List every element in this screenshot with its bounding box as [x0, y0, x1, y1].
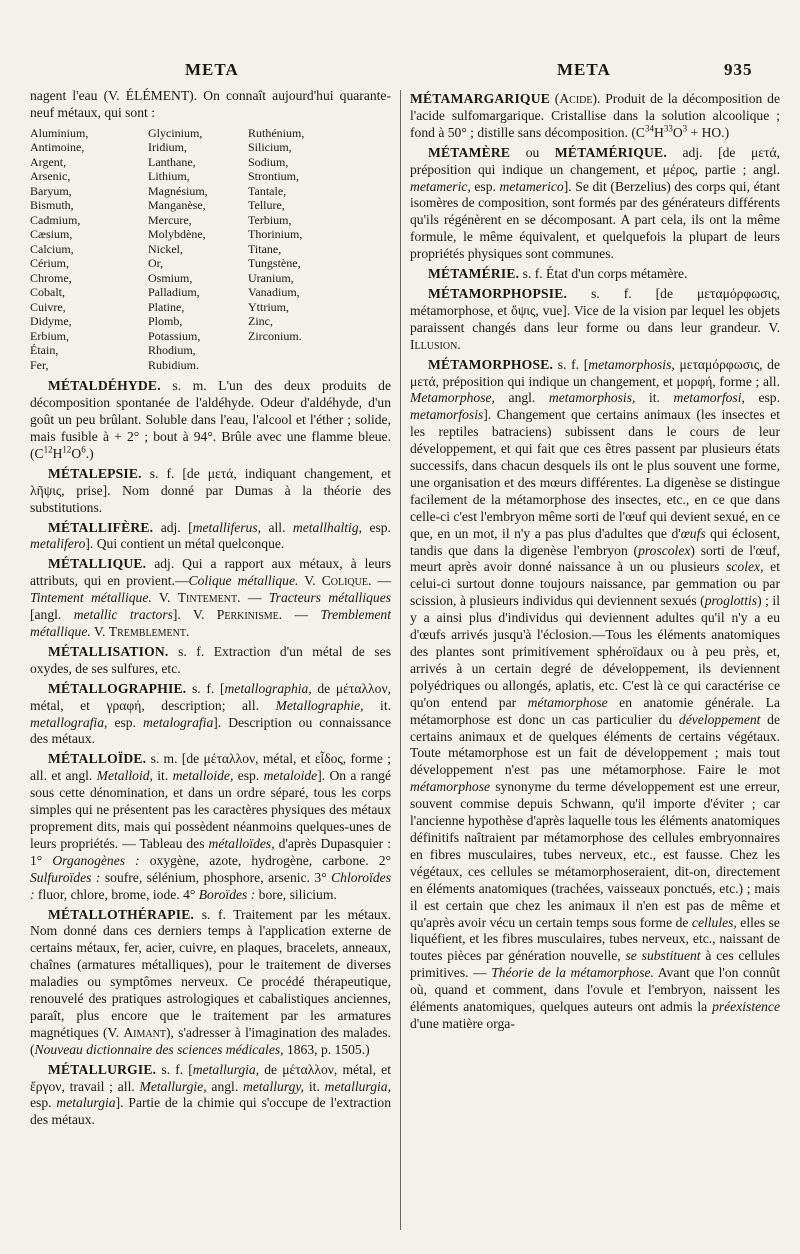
entry-metaldehyde: MÉTALDÉHYDE. s. m. L'un des deux produits de décomposition spontanée de l'aldéhyde. Odeur d'aldéhyde, d'un goût un peu brûlant. Soluble dans l'eau, l'alcool et l'éther ; solide, mais fusible à + 2° ; bout à 94°. Brûle avec une flamme bleue. $(C^{12}H^{12}O^6.)$ [30, 378, 391, 461]
metal-name: Platine, [148, 299, 185, 314]
headword: MÉTALLIFÈRE. [48, 519, 154, 535]
running-head [0, 58, 800, 82]
headword: MÉTAMÈRE [428, 144, 511, 160]
metal-name: Terbium, [248, 212, 292, 227]
metal-name: Titane, [248, 241, 282, 256]
headword: MÉTAMORPHOPSIE. [428, 285, 568, 301]
metal-name: Vanadium, [248, 285, 300, 300]
headword: MÉTALEPSIE. [48, 465, 142, 481]
metal-name: Bismuth, [30, 198, 74, 213]
metal-name: Yttrium, [248, 299, 289, 314]
metal-name: Iridium, [148, 140, 187, 155]
headword: MÉTALLOGRAPHIE. [48, 680, 187, 696]
headword: MÉTAMARGARIQUE [410, 91, 550, 106]
metal-name: Strontium, [248, 169, 300, 184]
page-number: 935 [724, 60, 753, 79]
metal-name: Glycinium, [148, 125, 203, 140]
right-column-title: META [557, 60, 611, 79]
metal-name: Calcium, [30, 241, 74, 256]
metal-name: Thorinium, [248, 227, 303, 242]
metal-name: Plomb, [148, 314, 183, 329]
headword: MÉTALLURGIE. [48, 1061, 157, 1077]
right-column [410, 88, 780, 1248]
entry-metalepsie: MÉTALEPSIE. s. f. [de μετά, indiquant changement, et λῆψις, prise]. Nom donné par Dumas à la théorie des substitutions. [30, 465, 391, 515]
intro-paragraph: nagent l'eau (V. ÉLÉMENT). On connaît aujourd'hui quarante-neuf métaux, qui sont : [30, 88, 391, 120]
metal-name: Silicium, [248, 140, 292, 155]
entry-metallifere: MÉTALLIFÈRE. adj. [metalliferus, all. metallhaltig, esp. metalifero]. Qui contient un métal quelconque. [30, 519, 391, 552]
metal-name: Fer, [30, 357, 49, 372]
metal-name: Zirconium. [248, 328, 302, 343]
entry-metamargarique: MÉTAMARGARIQUE (Acide). Produit de la décomposition de l'acide sulfomargarique. Cristallise dans la solution alcoolique ; fond à 50° ; distille sans décomposition. $(C^{34}H^{33}O^3 + HO.)$ [410, 91, 780, 140]
entry-metamerie: MÉTAMÉRIE. s. f. État d'un corps métamère. [428, 266, 688, 282]
metal-name: Cadmium, [30, 212, 81, 227]
metal-name: Argent, [30, 154, 67, 169]
entry-metamere: MÉTAMÈRE ou MÉTAMÉRIQUE. adj. [de μετά, préposition qui indique un changement, et μέρος, partie ; angl. metameric, esp. metamerico]. Se dit (Berzelius) des corps qui, étant isomères de composition, sont formés par des générateurs différents qu'ils régénèrent en se décomposant. A part cela, ils ont la même formule, le même équivalent, et quelquefois la plupart de leurs propriétés physiques sont communes. [410, 144, 780, 262]
metal-name: Cæsium, [30, 227, 73, 242]
metal-name: Cuivre, [30, 299, 66, 314]
entry-metamorphose: MÉTAMORPHOSE. s. f. [metamorphosis, μεταμόρφωσις, de μετά, préposition qui indique un changement, et μορφή, forme ; all. Metamorphose, angl. metamorphosis, it. metamorfosi, esp. metamorfosis]. Changement que certains animaux (les insectes et les reptiles batraciens) subissent dans le cours de leur développement, et qui fait que ces êtres passent par plusieurs états successifs, dans chacun desquels ils ont le plus souvent une forme, une organisation et des mœurs différentes. La digenèse se distingue facilement de la métamorphose des insectes, etc., en ce que dans celle-ci c'est l'embryon même sorti de l'œuf qui devient sexué, en ce que, en un mot, il n'y a pas plus d'adultes que d'œufs qui éclosent, tandis que dans la digenèse l'embryon (proscolex) sorti de l'œuf, meurt après avoir donné naissance à un ou plusieurs scolex, et celui-ci surtout donne toujours naissance, par gemmation ou par scission, à plusieurs individus qui deviennent sexués (proglottis) ; il y a ainsi plus d'individus qui deviennent adultes qu'il n'y a eu d'œufs arrivés jusqu'à l'éclosion.—Tous les éléments anatomiques des plantes sont primitivement sphéroïdaux ou à peu près, et, arrivés à un certain degré de développement, ils deviennent polyédriques ou allongés, aplatis, etc. C'est là ce qui caractérise ce qu'on entend par métamorphose en anatomie générale. La métamorphose est donc un cas particulier du développement de certains animaux et de quelques éléments de certains végétaux. Toute métamorphose est un fait de développement ; mais tout développement n'est pas une métamorphose. Faire le mot métamorphose synonyme du terme développement est une erreur, souvent commise depuis Schwann, qu'il importe d'éviter ; car l'ancienne hypothèse d'après laquelle tous les éléments anatomiques définitifs naîtraient par métamorphose des cellules embryonnaires en fibres musculaires, tubes nerveux, etc., est fausse. Chez les végétaux, ces cellules se métamorphoseraient, dit-on, directement en éléments anatomiques (trachées, vaisseaux ponctués, etc.) ; mais il est certain que chez les animaux il n'en est pas de même et qu'après avoir vécu un certain temps sous forme de cellules, elles se liquéfient, et les fibres musculaires, tubes nerveux, etc., naissant de toutes pièces par génération nouvelle, se substituent à ces cellules primitives. — Théorie de la métamorphose. Avant que l'on connût où, quand et comment, dans l'ovule et l'embryon, naissent les éléments anatomiques, quelques auteurs ont admis la préexistence d'une matière orga- [410, 356, 780, 1031]
metal-name: Mercure, [148, 212, 192, 227]
metals-column-3 [248, 126, 358, 373]
metal-name: Aluminium, [30, 125, 89, 140]
metals-column-1 [30, 126, 148, 373]
headword: MÉTALLOTHÉRAPIE. [48, 906, 195, 922]
metal-name: Sodium, [248, 154, 289, 169]
metal-name: Didyme, [30, 314, 72, 329]
metal-name: Rhodium, [148, 343, 196, 358]
column-divider [400, 90, 401, 1230]
headword: MÉTAMORPHOSE. [428, 356, 554, 372]
metal-name: Uranium, [248, 270, 294, 285]
metal-name: Zinc, [248, 314, 273, 329]
metal-name: Chrome, [30, 270, 72, 285]
entry-metallurgie: MÉTALLURGIE. s. f. [metallurgia, de μέταλλον, métal, et ἔργον, travail ; all. Metallurgie, angl. metallurgy, it. metallurgia, esp. metalurgia]. Partie de la chimie qui s'occupe de l'extraction des métaux. [30, 1061, 391, 1128]
metal-name: Rubidium. [148, 357, 200, 372]
metal-name: Baryum, [30, 183, 72, 198]
entry-metallisation: MÉTALLISATION. s. f. Extraction d'un métal de ses oxydes, de ses sulfures, etc. [30, 643, 391, 676]
metal-name: Lanthane, [148, 154, 196, 169]
metal-name: Tantale, [248, 183, 287, 198]
headword: MÉTALLISATION. [48, 643, 169, 659]
metal-name: Molybdène, [148, 227, 206, 242]
entry-metalloide: MÉTALLOÏDE. s. m. [de μέταλλον, métal, et εἶδος, forme ; all. et angl. Metalloid, it. metalloide, esp. metaloide]. On a rangé sous cette dénomination, et dans un ordre séparé, tous les corps simples qui ne présentent pas les caractères physiques des métaux proprement dits, mais qui possèdent néanmoins quelques-unes de leurs propriétés. — Tableau des métalloïdes, d'après Dupasquier : 1° Organogènes : oxygène, azote, hydrogène, carbone. 2° Sulfuroïdes : soufre, sélénium, phosphore, arsenic. 3° Chloroïdes : fluor, chlore, brome, iode. 4° Boroïdes : bore, silicium. [30, 751, 391, 902]
headword: MÉTALLIQUE. [48, 556, 147, 572]
metal-name: Nickel, [148, 241, 183, 256]
entry-metallotherapie: MÉTALLOTHÉRAPIE. s. f. Traitement par les métaux. Nom donné dans ces derniers temps à l'application externe de certains métaux, fer, acier, cuivre, en plaques, bracelets, anneaux, chaînes (armatures métalliques), pour le traitement de diverses maladies ou symptômes nerveux. Ce procédé thérapeutique, renouvelé des pratiques astrologiques et cabalistiques anciennes, paraît, plus encore que le traitement par les armatures magnétiques (V. Aimant), s'adresser à l'imagination des malades. (Nouveau dictionnaire des sciences médicales, 1863, p. 1505.) [30, 906, 391, 1057]
metal-name: Arsenic, [30, 169, 71, 184]
metal-name: Palladium, [148, 285, 200, 300]
headword-alt: MÉTAMÉRIQUE. [554, 144, 667, 160]
metal-name: Tellure, [248, 198, 285, 213]
headword: MÉTAMÉRIE. [428, 266, 520, 282]
headword: MÉTALDÉHYDE. [48, 378, 161, 394]
left-column-title: META [185, 60, 239, 79]
metal-name: Potassium, [148, 328, 201, 343]
entry-metallographie: MÉTALLOGRAPHIE. s. f. [metallographia, de μέταλλον, métal, et γραφή, description; all. Metallographie, it. metallografia, esp. metalografia]. Description ou connaissance des métaux. [30, 680, 391, 747]
left-column [30, 88, 391, 1248]
metal-name: Manganèse, [148, 198, 206, 213]
metal-name: Cérium, [30, 256, 69, 271]
metal-name: Erbium, [30, 328, 69, 343]
metal-name: Magnésium, [148, 183, 208, 198]
metal-name: Antimoine, [30, 140, 85, 155]
metal-name: Étain, [30, 343, 59, 358]
metal-name: Osmium, [148, 270, 193, 285]
metals-list [30, 126, 391, 373]
metal-name: Ruthénium, [248, 125, 305, 140]
headword: MÉTALLOÏDE. [48, 751, 147, 767]
metals-column-2 [148, 126, 248, 373]
entry-metallique: MÉTALLIQUE. adj. Qui a rapport aux métaux, à leurs attributs, qui en provient.—Colique métallique. V. Colique. — Tintement métallique. V. Tintement. — Tracteurs métalliques [angl. metallic tractors]. V. Perkinisme. — Tremblement métallique. V. Tremblement. [30, 556, 391, 639]
metal-name: Tungstène, [248, 256, 301, 271]
metal-name: Cobalt, [30, 285, 65, 300]
metal-name: Lithium, [148, 169, 190, 184]
metal-name: Or, [148, 256, 164, 271]
entry-metamorphopsie: MÉTAMORPHOPSIE. s. f. [de μεταμόρφωσις, métamorphose, et ὄψις, vue]. Vice de la vision par lequel les objets paraissent changés dans leur forme ou dans leur grandeur. V. Illusion. [410, 285, 780, 352]
